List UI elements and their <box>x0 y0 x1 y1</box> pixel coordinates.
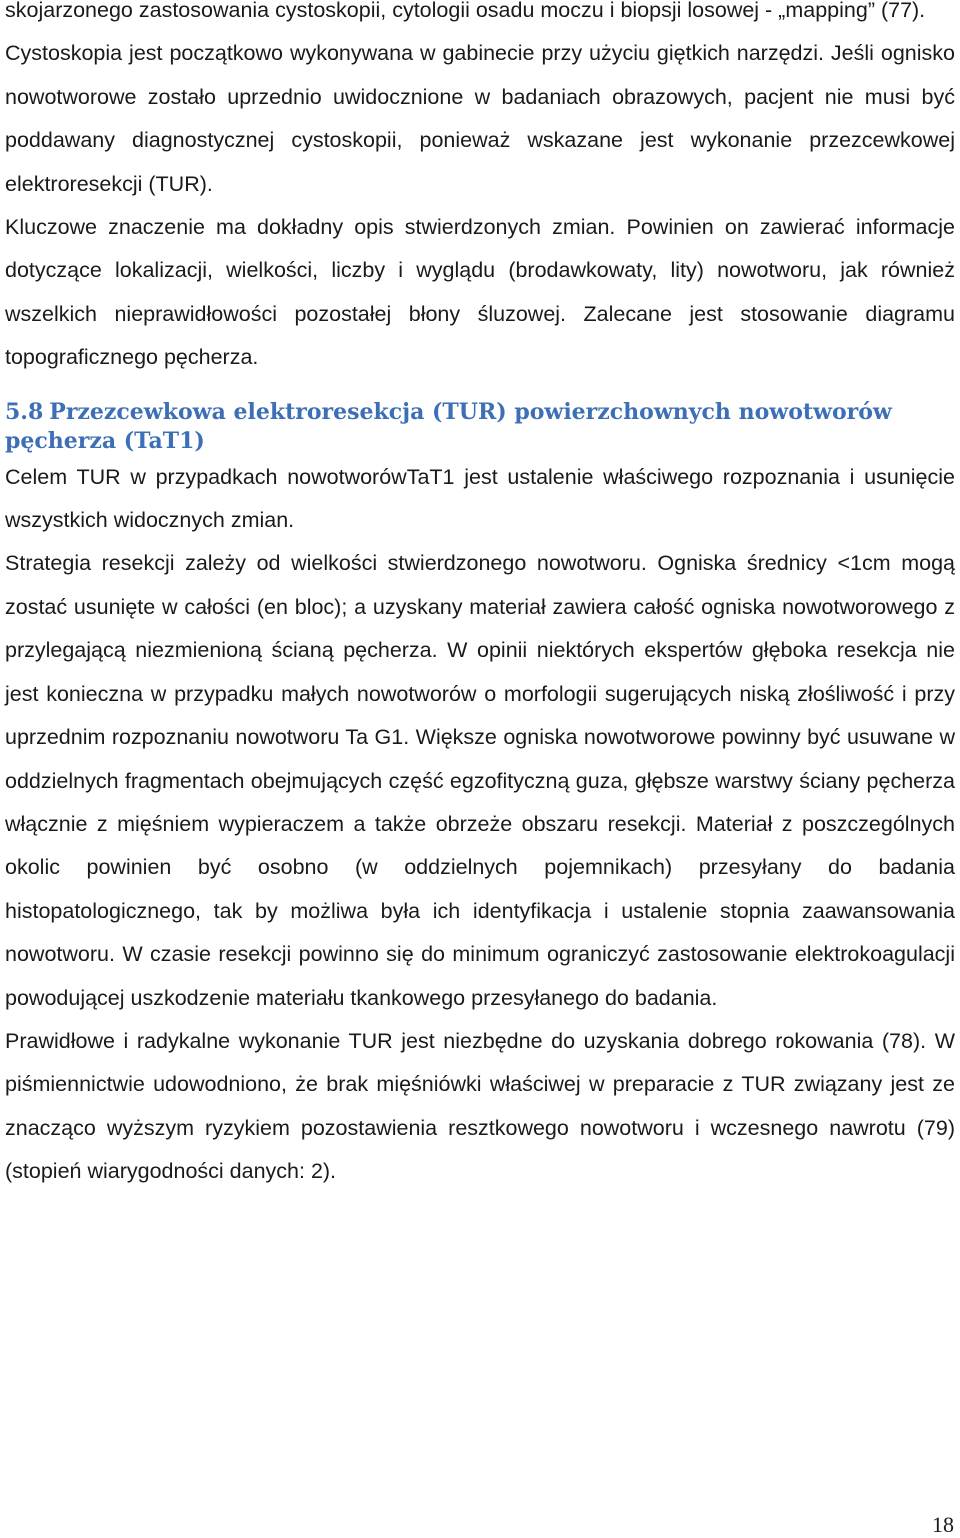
section-heading <box>5 398 955 456</box>
paragraph-prognosis: Prawidłowe i radykalne wykonanie TUR jest niezbędne do uzyskania dobrego rokowania (78). W piśmiennictwie udowodniono, że brak mięśniówki właściwej w preparacie z TUR związany jest ze znacząco wyższym ryzykiem pozostawienia resztkowego nowotworu i wczesnego nawrotu (79)(stopień wiarygodności danych: 2). <box>5 1028 955 1184</box>
paragraph-cystoscopy: Cystoskopia jest początkowo wykonywana w gabinecie przy użyciu giętkich narzędzi. Jeśli ognisko nowotworowe zostało uprzednio uwidocznione w badaniach obrazowych, pacjent nie musi być poddawany diagnostycznej cystoskopii, ponieważ wskazane jest wykonanie przezcewkowej elektroresekcji (TUR). <box>5 41 955 196</box>
paragraph-intro-continuation: skojarzonego zastosowania cystoskopii, cytologii osadu moczu i biopsji losowej - „mapping” (77). <box>5 0 926 22</box>
paragraph-description: Kluczowe znaczenie ma dokładny opis stwierdzonych zmian. Powinien on zawierać informacje dotyczące lokalizacji, wielkości, liczby i wyglądu (brodawkowaty, lity) nowotworu, jak również wszelkich nieprawidłowości pozostałej błony śluzowej. Zalecane jest stosowanie diagramu topograficznego pęcherza. <box>5 215 955 370</box>
document-page <box>5 0 955 1194</box>
section-number: 5.8 <box>5 398 44 425</box>
paragraph-resection-strategy: Strategia resekcji zależy od wielkości stwierdzonego nowotworu. Ogniska średnicy <1cm mogą zostać usunięte w całości (en bloc); a uzyskany materiał zawiera całość ogniska nowotworowego z przylegającą niezmienioną ścianą pęcherza. W opinii niektórych ekspertów głęboka resekcja nie jest konieczna w przypadku małych nowotworów o morfologii sugerujących niską złośliwość i przy uprzednim rozpoznaniu nowotworu Ta G1. Większe ogniska nowotworowe powinny być usuwane w oddzielnych fragmentach obejmujących część egzofityczną guza, głębsze warstwy ściany pęcherza włącznie z mięśniem wypieraczem a także obrzeże obszaru resekcji. Materiał z poszczególnych okolic powinien być osobno (w oddzielnych pojemnikach) przesyłany do badania histopatologicznego, tak by możliwa była ich identyfikacja i ustalenie stopnia zaawansowania nowotworu. W czasie resekcji powinno się do minimum ograniczyć zastosowanie elektrokoagulacji powodującej uszkodzenie materiału tkankowego przesyłanego do badania. <box>5 551 955 1010</box>
section-title: Przezcewkowa elektroresekcja (TUR) powierzchownych nowotworów pęcherza (TaT1) <box>5 398 892 454</box>
paragraph-tur-goal: Celem TUR w przypadkach nowotworówTaT1 jest ustalenie właściwego rozpoznania i usunięcie wszystkich widocznych zmian. <box>5 464 955 533</box>
page-number: 18 <box>932 1512 954 1537</box>
